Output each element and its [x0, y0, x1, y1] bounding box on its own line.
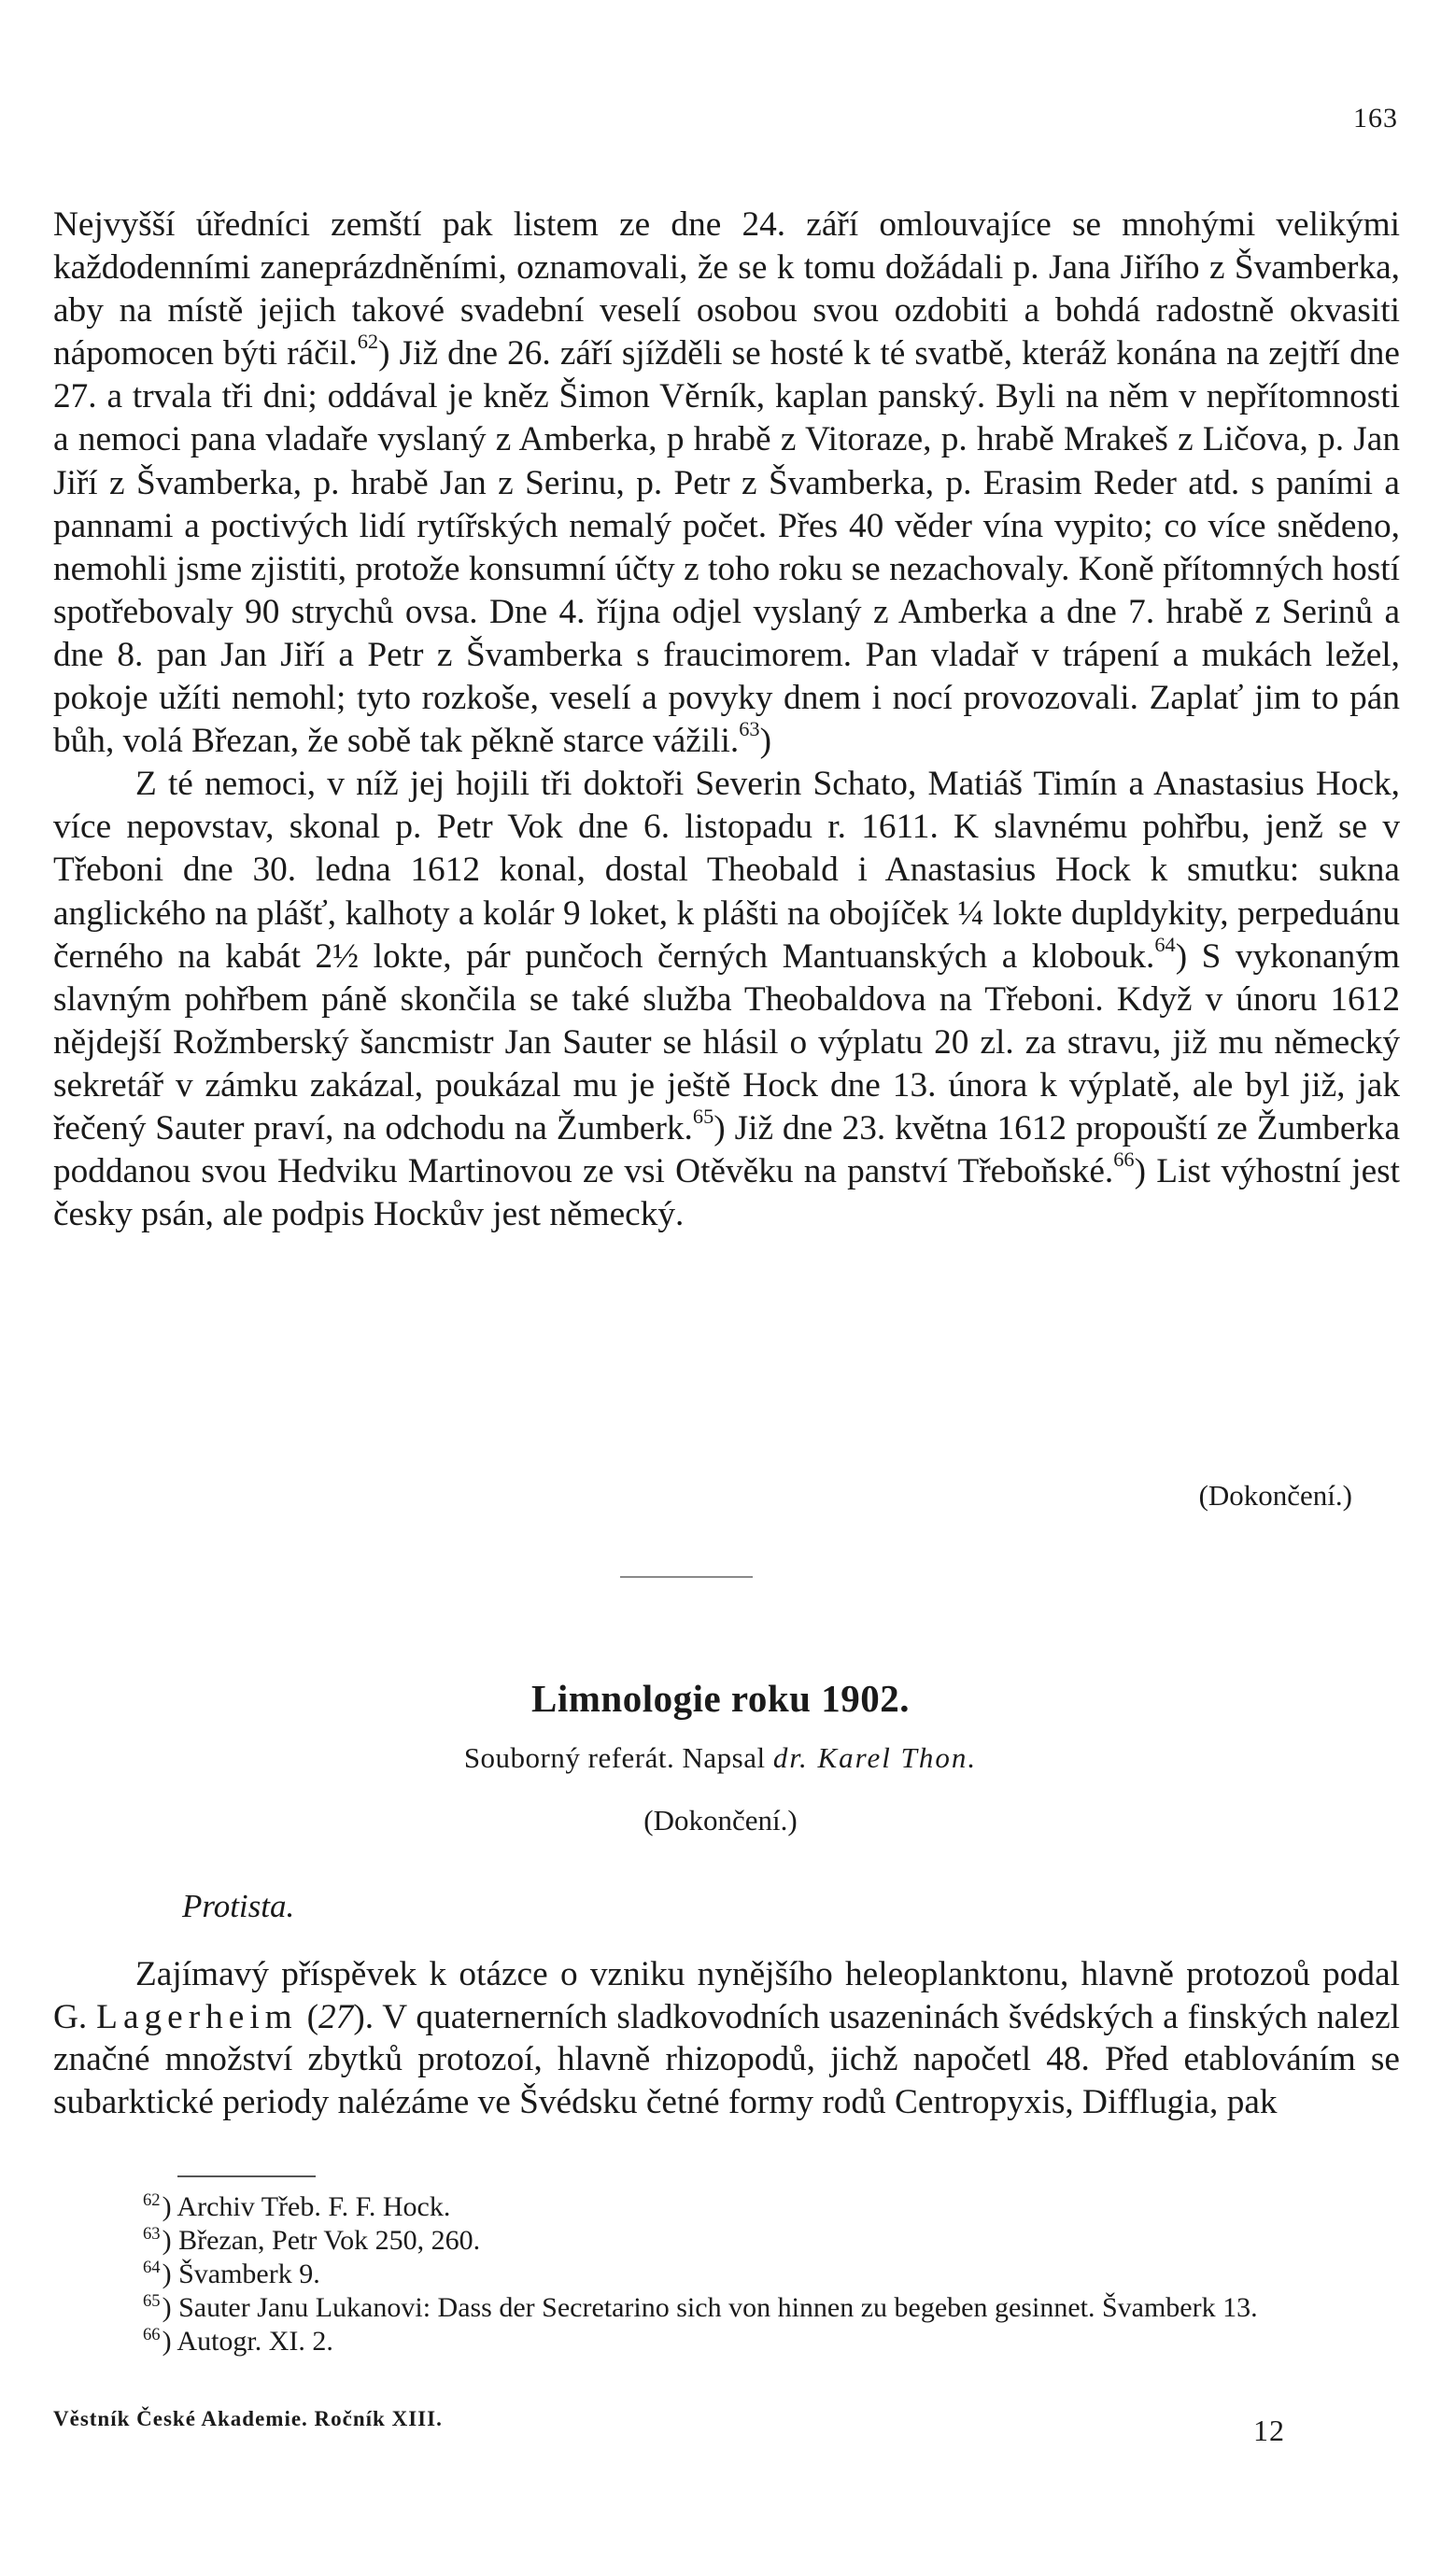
footnote-ref-63: 63 [739, 717, 760, 741]
paragraph-wedding [53, 204, 1400, 763]
footnote-mark: 62 [143, 2189, 161, 2210]
footnote-mark: 64 [143, 2257, 161, 2277]
paragraph-protozoa [53, 1953, 1400, 2124]
text-run: ( [297, 1997, 319, 2036]
footnote-rule [177, 2175, 316, 2177]
subtitle-text: Souborný referát. Napsal [463, 1741, 773, 1774]
fraction-quarter: ¼ [957, 894, 984, 933]
footnote-ref-62: 62 [357, 330, 379, 354]
footnote-ref-65: 65 [692, 1105, 714, 1129]
footnote-mark: 63 [143, 2223, 161, 2244]
to-be-concluded-note: (Dokončení.) [1198, 1479, 1352, 1512]
text-run: ) S vykonaným slavným pohřbem páně skončila se také služba Theobaldova na Třeboni. Když v únoru 1612 nějdejší Rožmberský šancmistr Jan Sauter se hlásil o výplatu 20 zl. za stravu, již mu německý sekretář v zámku zakázal, poukázal mu je ještě Hock dne 13. února k výplatě, ale byl již, jak řečený Sauter praví, na odchodu na Žumberk. [53, 936, 1400, 1147]
text-run: Nejvyšší úředníci zemští pak listem ze dne 24. září omlouvajíce se mnohými velikými každodenními zaneprázdněními, oznamovali, že se k tomu dožádali p. Jana Jiřího z Švamberka, aby na místě jejich takové svadební veselí osobou svou ozdobiti a bohdá radostně okvasiti nápomocen býti ráčil. [53, 205, 1400, 373]
footnote [53, 2258, 1400, 2291]
paragraph-funeral [53, 763, 1400, 1236]
section-separator [620, 1576, 753, 1578]
text-run: ). V quaternerních sladkovodních usazeninách švédských a finských nalezl značné množství zbytků protozoí, hlavně rhizopodů, jichž napočetl 48. Před etablováním se subarktické periody nalézáme ve Švédsku četné formy rodů Centropyxis, Difflugia, pak [53, 1997, 1400, 2122]
article-subtitle [0, 1741, 1441, 1775]
main-body-text [53, 204, 1400, 1236]
text-run: ) Již dne 23. května 1612 propouští ze Žumberka poddanou svou Hedviku Martinovou ze vsi Otěvěku na panství Třeboňské. [53, 1108, 1401, 1191]
journal-footer: Věstník České Akademie. Ročník XIII. [53, 2407, 443, 2430]
text-run: Z té nemoci, v níž jej hojili tři doktoři Severin Schato, Matiáš Timín a Anastasius Hock, více nepovstav, skonal p. Petr Vok dne 6. listopadu r. 1611. K slavnému pohřbu, jenž se v Třeboni dne 30. ledna 1612 konal, dostal Theobald i Anastasius Hock k smutku: sukna anglického na plášť, kalhoty a kolár 9 loket, k plášti na obojíček [53, 765, 1400, 933]
footnote-text: ) Archiv Třeb. F. F. Hock. [162, 2191, 451, 2222]
section-body-text [53, 1953, 1400, 2124]
fraction-two-and-half: 2½ [315, 936, 360, 976]
page-number: 163 [1353, 103, 1398, 134]
text-run: ) [759, 722, 772, 761]
footnote-ref-66: 66 [1113, 1147, 1135, 1172]
text-run: lokte, pár punčoch černých Mantuanských a klobouk. [359, 936, 1155, 976]
footnote-text: ) Autogr. XI. 2. [162, 2326, 333, 2357]
footnote-mark: 66 [143, 2324, 161, 2344]
sheet-number: 12 [1253, 2414, 1285, 2447]
footnote-mark: 65 [143, 2290, 161, 2311]
footnote-ref-64: 64 [1154, 932, 1176, 956]
text-run: Zajímavý příspěvek k otázce o vzniku nynějšího heleoplanktonu, hlavně protozoů podal G. [53, 1955, 1400, 2036]
footnote [53, 2190, 1400, 2224]
article-author: dr. Karel Thon. [772, 1741, 978, 1774]
article-title: Limnologie roku 1902. [531, 1677, 910, 1720]
footnote [53, 2291, 1400, 2325]
text-run: ) Již dne 26. září sjížděli se hosté k té svatbě, kteráž konána na zejtří dne 27. a trvala tři dni; oddával je kněz Šimon Věrník, kaplan panský. Byli na něm v nepřítomnosti a nemoci pana vladaře vyslaný z Amberka, p hrabě z Vitoraze, p. hrabě Mrakeš z Ličova, p. Jan Jiří z Švamberka, p. hrabě Jan z Serinu, p. Petr z Švamberka, p. Erasim Reder atd. s paními a pannami a poctivých lidí rytířských nemalý počet. Přes 40 věder vína vypito; co více snědeno, nemohli jsme zjistiti, protože konsumní účty z toho roku se nezachovaly. Koně přítomných hostí spotřebovaly 90 strychů ovsa. Dne 4. října odjel vyslaný z Amberka a dne 7. hrabě z Serinů a dne 8. pan Jan Jiří a Petr z Švamberka s fraucimorem. Pan vladař v trápení a mukách ležel, pokoje užíti nemohl; tyto rozkoše, veselí a povyky dnem i nocí provozovali. Zaplať jim to pán bůh, volá Březan, že sobě tak pěkně starce vážili. [53, 334, 1400, 761]
text-run: ) List výhostní jest česky psán, ale podpis Hockův jest německý. [53, 1152, 1400, 1234]
footnote-text: ) Švamberk 9. [162, 2259, 320, 2289]
reference-number: 27 [318, 1997, 354, 2036]
section-heading-protista: Protista. [182, 1888, 295, 1924]
footnote [53, 2325, 1400, 2358]
footnote [53, 2224, 1400, 2258]
footnote-text: ) Sauter Janu Lukanovi: Dass der Secretarino sich von hinnen zu begeben gesinnet. Švamberk 13. [162, 2292, 1258, 2323]
text-run: lokte dupldykity, perpeduánu černého na kabát [53, 894, 1400, 976]
footnotes [53, 2190, 1400, 2358]
article-continued-note: (Dokončení.) [643, 1804, 798, 1837]
footnote-text: ) Březan, Petr Vok 250, 260. [162, 2225, 481, 2256]
author-name-spaced: Lagerheim [96, 1997, 298, 2036]
